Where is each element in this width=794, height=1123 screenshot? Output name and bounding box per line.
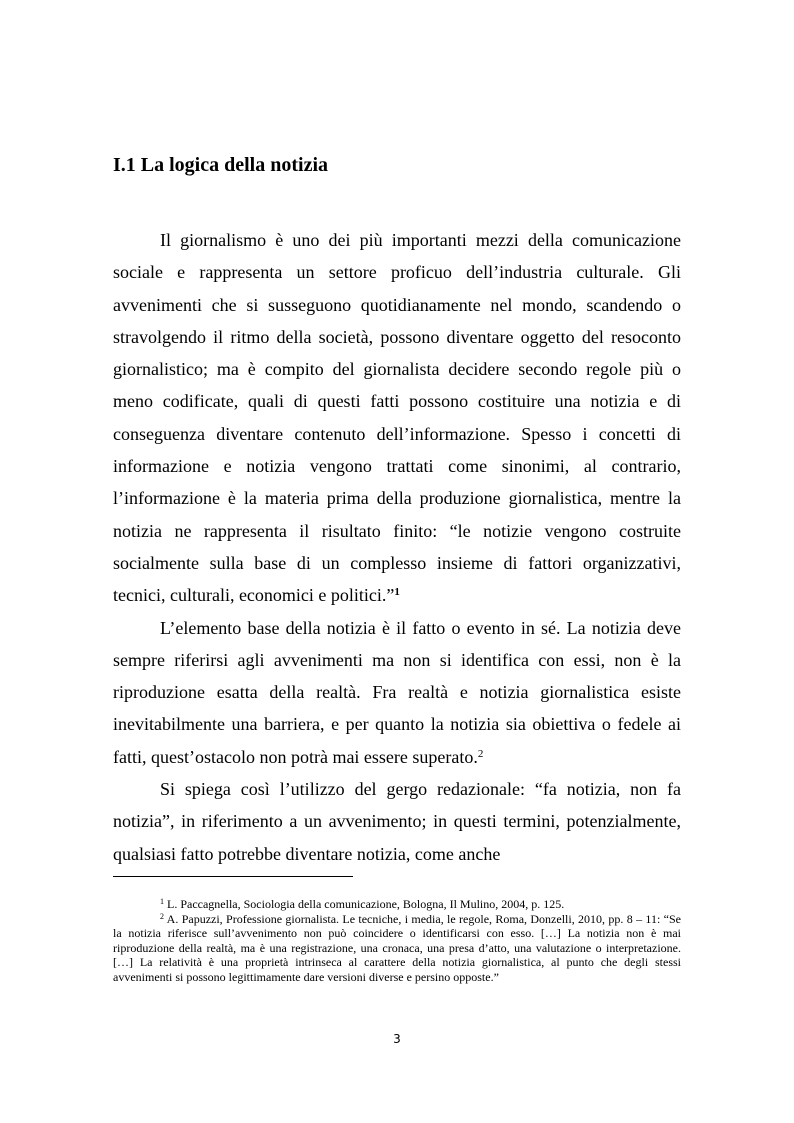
section-heading: I.1 La logica della notizia bbox=[113, 154, 328, 176]
footnote-1 bbox=[113, 897, 681, 912]
footnote-2-number: 2 bbox=[160, 911, 164, 921]
page-number: 3 bbox=[393, 1032, 401, 1046]
footnote-separator bbox=[113, 876, 353, 877]
paragraph-3 bbox=[113, 773, 681, 870]
paragraph-1 bbox=[113, 224, 681, 612]
footnote-ref-1[interactable]: 1 bbox=[394, 586, 400, 599]
footnote-2 bbox=[113, 912, 681, 985]
paragraph-2 bbox=[113, 612, 681, 773]
body-text bbox=[113, 224, 681, 870]
footnote-1-text: L. Paccagnella, Sociologia della comunicazione, Bologna, Il Mulino, 2004, p. 125. bbox=[164, 897, 565, 911]
footnote-2-text: A. Papuzzi, Professione giornalista. Le tecniche, i media, le regole, Roma, Donzelli, 2010, pp. 8 – 11: “Se la notizia riferisce sull’avvenimento non può coincidere o identificarsi con esso. […] La notizia non è mai riproduzione della realtà, ma è una registrazione, una cronaca, una presa d’atto, una valutazione o interpretazione. […] La relatività è una proprietà intrinseca al carattere della notizia giornalistica, al punto che degli stessi avvenimenti si possono legittimamente dare versioni diverse e persino opposte.” bbox=[113, 911, 681, 984]
footnote-1-number: 1 bbox=[160, 897, 164, 906]
paragraph-1-text: Il giornalismo è uno dei più importanti mezzi della comunicazione sociale e rappresenta un settore proficuo dell’industria culturale. Gli avvenimenti che si susseguono quotidianamente nel mondo, scandendo o stravolgendo il ritmo della società, possono diventare oggetto del resoconto giornalistico; ma è compito del giornalista decidere secondo regole più o meno codificate, quali di questi fatti possono costituire una notizia e di conseguenza diventare contenuto dell’informazione. Spesso i concetti di informazione e notizia vengono trattati come sinonimi, al contrario, l’informazione è la materia prima della produzione giornalistica, mentre la notizia ne rappresenta il risultato finito: “le notizie vengono costruite socialmente sulla base di un complesso insieme di fattori organizzativi, tecnici, culturali, economici e politici.” bbox=[113, 230, 681, 606]
paragraph-3-text: Si spiega così l’utilizzo del gergo redazionale: “fa notizia, non fa notizia”, in riferimento a un avvenimento; in questi termini, potenzialmente, qualsiasi fatto potrebbe diventare notizia, come anche bbox=[113, 779, 681, 864]
footnotes bbox=[113, 897, 681, 984]
paragraph-2-text: L’elemento base della notizia è il fatto o evento in sé. La notizia deve sempre riferirsi agli avvenimenti ma non si identifica con essi, non è la riproduzione esatta della realtà. Fra realtà e notizia giornalistica esiste inevitabilmente una barriera, e per quanto la notizia sia obiettiva o fedele ai fatti, quest’ostacolo non potrà mai essere superato. bbox=[113, 617, 681, 767]
footnote-ref-2[interactable]: 2 bbox=[477, 747, 484, 760]
